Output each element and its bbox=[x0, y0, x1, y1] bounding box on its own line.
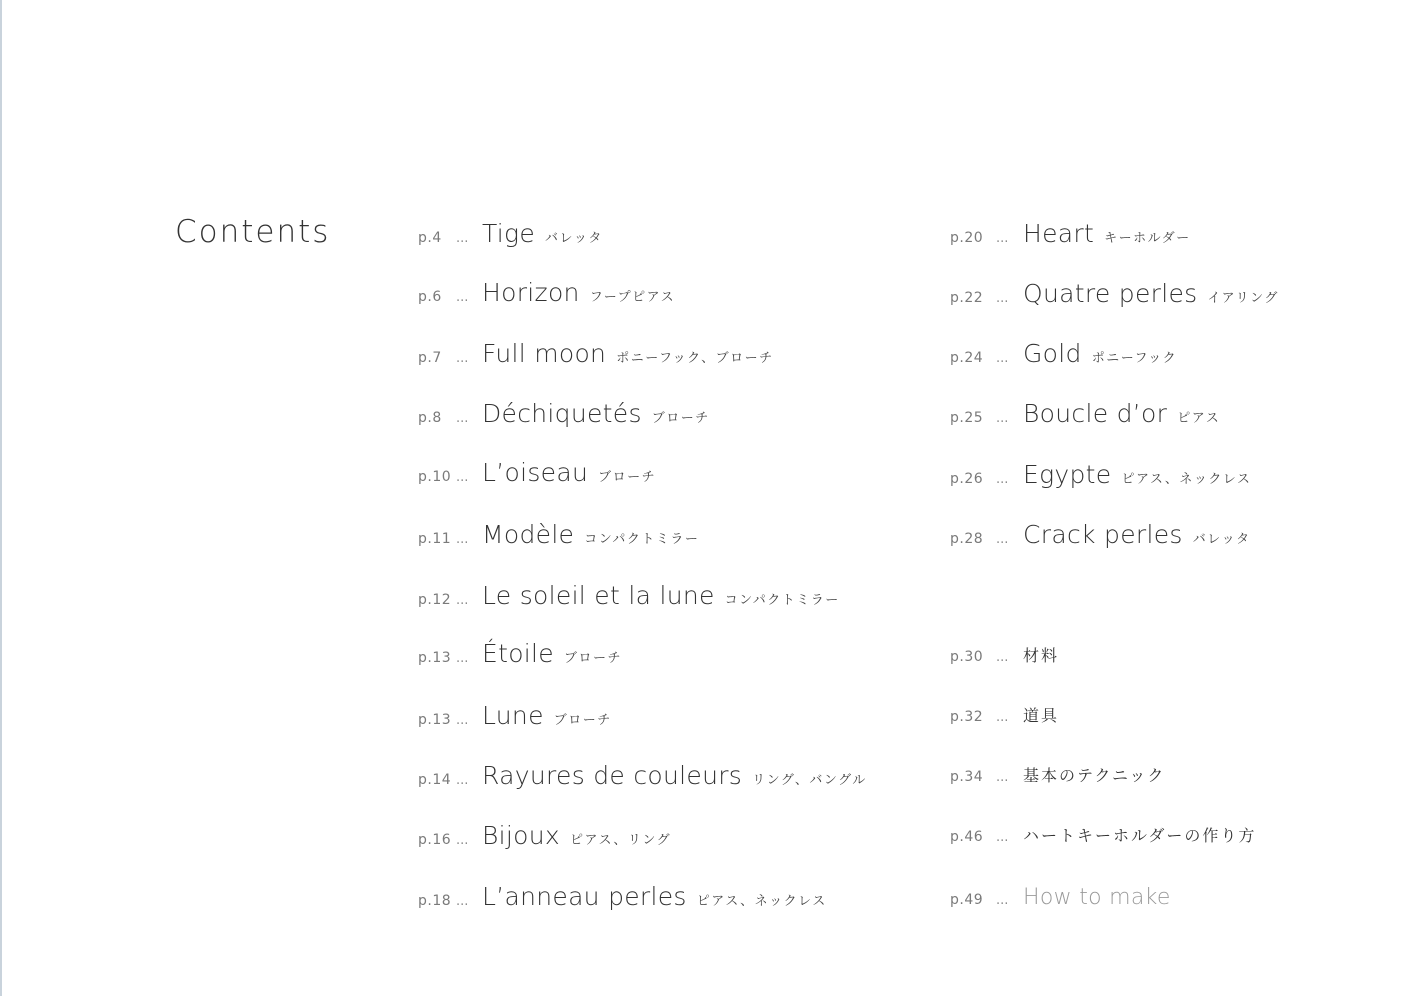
entry-subtitle: ブローチ bbox=[598, 470, 657, 485]
entry-subtitle: ポニーフック bbox=[1091, 351, 1178, 366]
leader-dots: ... bbox=[456, 894, 469, 909]
page-number: p.7 bbox=[418, 350, 442, 366]
entry-title: Étoile bbox=[482, 639, 554, 668]
entry-title: ハートキーホルダーの作り方 bbox=[1023, 826, 1257, 845]
entry-subtitle: ポニーフック、ブローチ bbox=[616, 351, 774, 366]
toc-entry-basic-techniques[interactable] bbox=[950, 763, 1165, 786]
leader-dots: ... bbox=[996, 351, 1009, 366]
leader-dots: ... bbox=[996, 472, 1009, 487]
toc-entry-le-soleil[interactable] bbox=[418, 581, 840, 610]
toc-entry-lune[interactable] bbox=[418, 701, 612, 730]
toc-entry-rayures[interactable] bbox=[418, 761, 867, 790]
toc-entry-egypte[interactable] bbox=[950, 460, 1251, 489]
leader-dots: ... bbox=[456, 411, 469, 426]
leader-dots: ... bbox=[996, 291, 1009, 306]
page-number: p.24 bbox=[950, 350, 984, 366]
page-number: p.28 bbox=[950, 531, 984, 547]
toc-entry-heart-keyholder-howto[interactable] bbox=[950, 823, 1256, 846]
leader-dots: ... bbox=[996, 231, 1009, 246]
toc-entry-horizon[interactable] bbox=[418, 278, 675, 307]
leader-dots: ... bbox=[996, 770, 1009, 785]
contents-heading: Contents bbox=[175, 214, 331, 250]
page-number: p.22 bbox=[950, 290, 984, 306]
toc-entry-tools[interactable] bbox=[950, 703, 1059, 726]
entry-title: How to make bbox=[1023, 885, 1171, 910]
page-number: p.6 bbox=[418, 289, 442, 305]
toc-entry-quatre-perles[interactable] bbox=[950, 279, 1279, 308]
entry-title: Bijoux bbox=[482, 821, 560, 850]
leader-dots: ... bbox=[456, 593, 469, 608]
entry-title: Crack perles bbox=[1023, 520, 1183, 549]
entry-subtitle: リング、バングル bbox=[752, 773, 867, 788]
toc-entry-materials[interactable] bbox=[950, 643, 1059, 666]
leader-dots: ... bbox=[456, 351, 469, 366]
leader-dots: ... bbox=[456, 651, 469, 666]
page-number: p.16 bbox=[418, 832, 452, 848]
entry-subtitle: ピアス、リング bbox=[570, 833, 672, 848]
entry-title: Full moon bbox=[482, 339, 607, 368]
entry-subtitle: ピアス、ネックレス bbox=[696, 894, 827, 909]
entry-title: 基本のテクニック bbox=[1023, 766, 1166, 785]
leader-dots: ... bbox=[996, 830, 1009, 845]
leader-dots: ... bbox=[996, 893, 1009, 908]
leader-dots: ... bbox=[456, 231, 469, 246]
entry-subtitle: ピアス bbox=[1177, 411, 1221, 426]
entry-title: Rayures de couleurs bbox=[482, 761, 743, 790]
page-number: p.34 bbox=[950, 769, 984, 785]
leader-dots: ... bbox=[456, 713, 469, 728]
entry-title: Lune bbox=[482, 701, 544, 730]
page-edge bbox=[0, 0, 2, 996]
entry-subtitle: バレッタ bbox=[545, 231, 603, 246]
page-number: p.8 bbox=[418, 410, 442, 426]
entry-title: Horizon bbox=[482, 278, 580, 307]
entry-subtitle: ブローチ bbox=[563, 651, 622, 666]
leader-dots: ... bbox=[456, 833, 469, 848]
page-number: p.46 bbox=[950, 829, 984, 845]
page-number: p.12 bbox=[418, 592, 452, 608]
toc-entry-bijoux[interactable] bbox=[418, 821, 671, 850]
leader-dots: ... bbox=[996, 532, 1009, 547]
page-number: p.18 bbox=[418, 893, 452, 909]
entry-subtitle: ブローチ bbox=[651, 411, 710, 426]
entry-subtitle: ブローチ bbox=[553, 713, 612, 728]
page-number: p.30 bbox=[950, 649, 984, 665]
entry-title: 材料 bbox=[1023, 646, 1060, 665]
entry-subtitle: イアリング bbox=[1207, 291, 1279, 306]
leader-dots: ... bbox=[996, 710, 1009, 725]
page-number: p.25 bbox=[950, 410, 984, 426]
page-number: p.14 bbox=[418, 772, 452, 788]
toc-entry-tige[interactable] bbox=[418, 219, 603, 248]
page-number: p.4 bbox=[418, 230, 442, 246]
entry-subtitle: バレッタ bbox=[1192, 532, 1251, 547]
page-number: p.13 bbox=[418, 712, 452, 728]
toc-entry-full-moon[interactable] bbox=[418, 339, 774, 368]
entry-title: Modèle bbox=[482, 520, 575, 549]
page-number: p.13 bbox=[418, 650, 452, 666]
toc-entry-heart[interactable] bbox=[950, 219, 1191, 248]
page-number: p.10 bbox=[418, 469, 452, 485]
toc-entry-loiseau[interactable] bbox=[418, 458, 656, 487]
toc-entry-crack-perles[interactable] bbox=[950, 520, 1251, 549]
leader-dots: ... bbox=[456, 470, 469, 485]
page-number: p.49 bbox=[950, 892, 984, 908]
toc-entry-dechiquetes[interactable] bbox=[418, 399, 710, 428]
entry-title: Boucle d’or bbox=[1023, 399, 1168, 428]
entry-title: Déchiquetés bbox=[482, 399, 642, 428]
entry-title: L’oiseau bbox=[482, 458, 589, 487]
toc-entry-etoile[interactable] bbox=[418, 639, 622, 668]
entry-title: Le soleil et la lune bbox=[482, 581, 715, 610]
entry-title: Heart bbox=[1023, 219, 1095, 248]
leader-dots: ... bbox=[456, 532, 469, 547]
entry-subtitle: フープピアス bbox=[589, 290, 676, 305]
entry-subtitle: キーホルダー bbox=[1104, 231, 1191, 246]
entry-subtitle: コンパクトミラー bbox=[724, 593, 840, 608]
toc-entry-modele[interactable] bbox=[418, 520, 699, 549]
entry-title: Gold bbox=[1023, 339, 1082, 368]
toc-entry-gold[interactable] bbox=[950, 339, 1177, 368]
entry-title: L’anneau perles bbox=[482, 882, 687, 911]
entry-title: Tige bbox=[482, 219, 536, 248]
toc-entry-how-to-make[interactable] bbox=[950, 885, 1171, 910]
toc-entry-lanneau[interactable] bbox=[418, 882, 827, 911]
leader-dots: ... bbox=[456, 290, 469, 305]
page-number: p.26 bbox=[950, 471, 984, 487]
page-number: p.32 bbox=[950, 709, 984, 725]
page-number: p.11 bbox=[418, 531, 452, 547]
entry-title: Quatre perles bbox=[1023, 279, 1198, 308]
leader-dots: ... bbox=[996, 411, 1009, 426]
entry-subtitle: コンパクトミラー bbox=[584, 532, 700, 547]
page-number: p.20 bbox=[950, 230, 984, 246]
entry-title: 道具 bbox=[1023, 706, 1060, 725]
toc-entry-boucle-dor[interactable] bbox=[950, 399, 1220, 428]
leader-dots: ... bbox=[996, 650, 1009, 665]
leader-dots: ... bbox=[456, 773, 469, 788]
entry-title: Egypte bbox=[1023, 460, 1112, 489]
entry-subtitle: ピアス、ネックレス bbox=[1121, 472, 1252, 487]
